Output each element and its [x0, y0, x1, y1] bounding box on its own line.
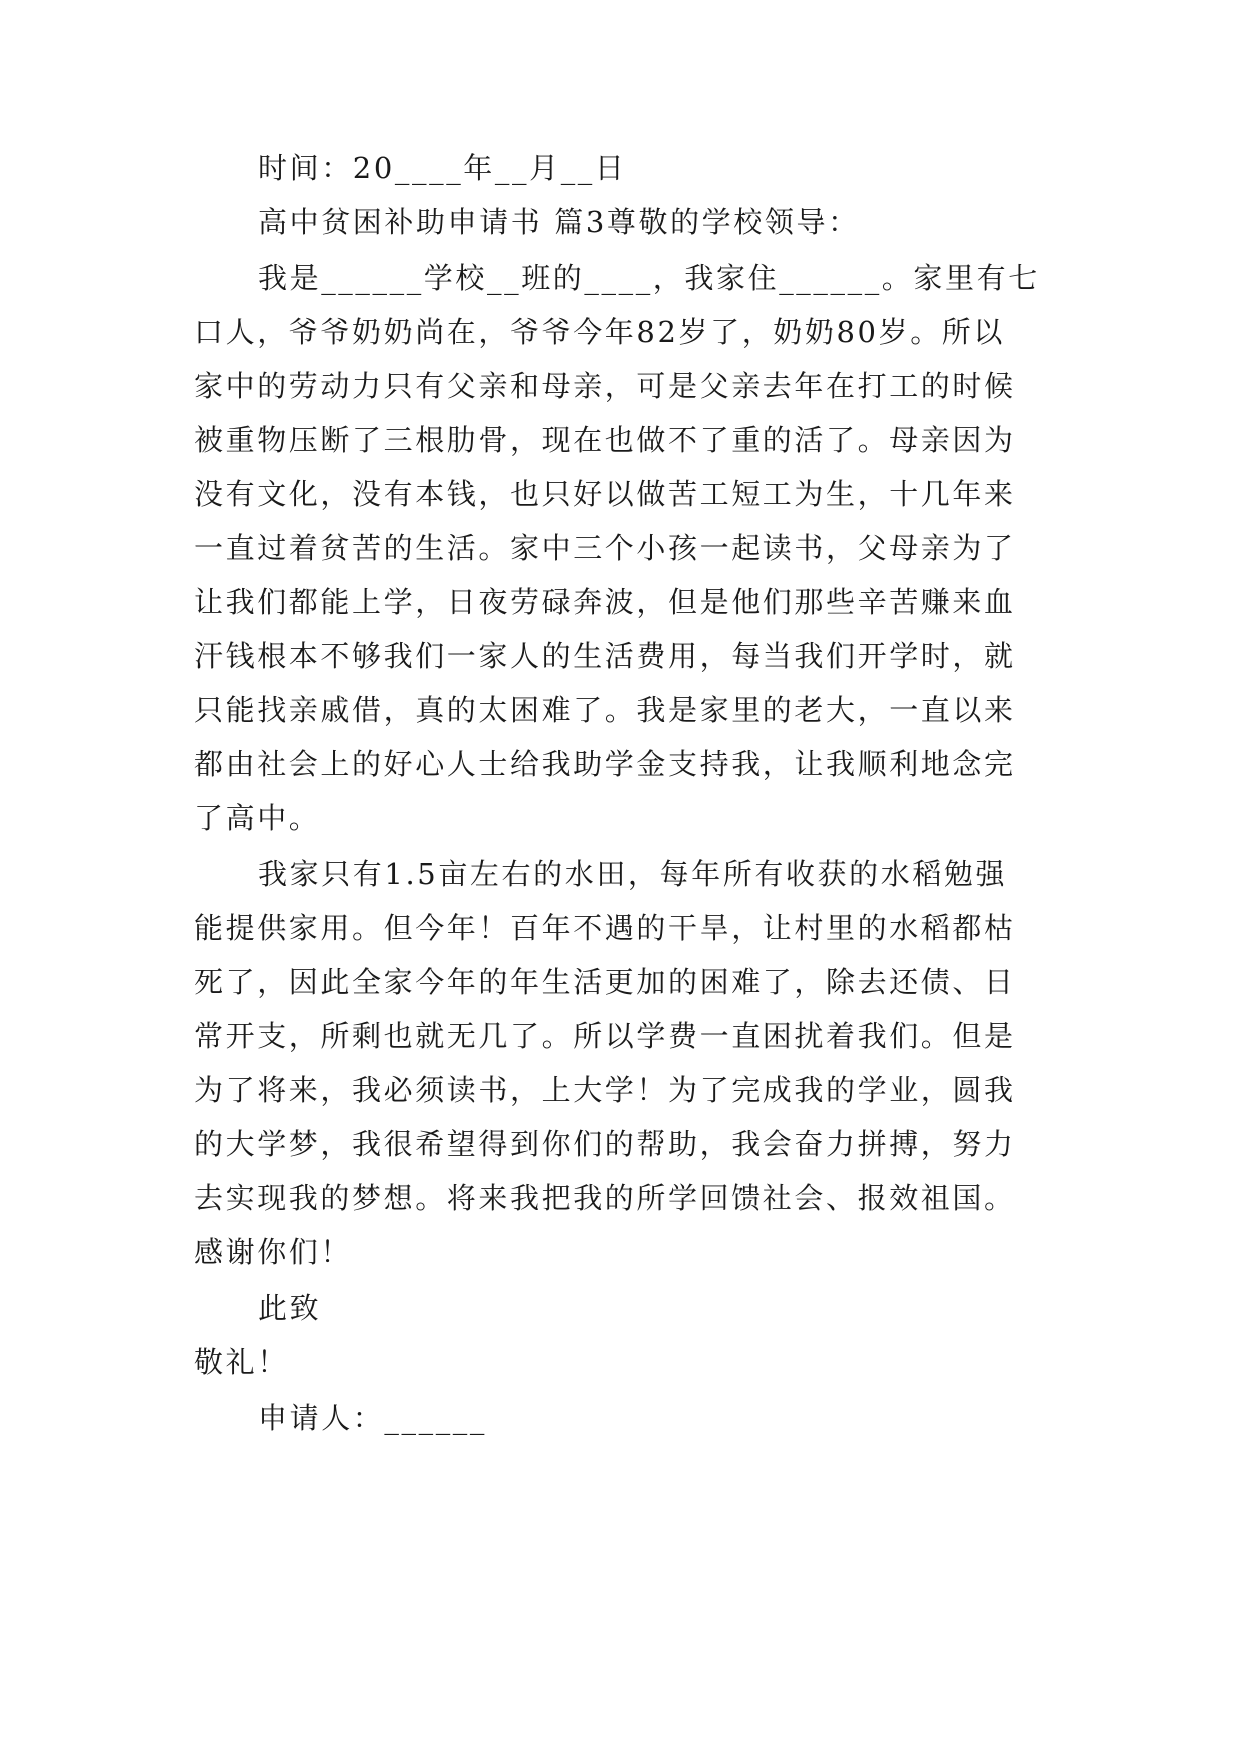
heading-line: 高中贫困补助申请书 篇3尊敬的学校领导：: [258, 205, 860, 239]
paragraph1-line: 了高中。: [194, 801, 321, 835]
paragraph1-line: 只能找亲戚借，真的太困难了。我是家里的老大，一直以来: [194, 693, 1016, 727]
paragraph1-line: 家中的劳动力只有父亲和母亲，可是父亲去年在打工的时候: [194, 369, 1016, 403]
paragraph1-line: 一直过着贫苦的生活。家中三个小孩一起读书，父母亲为了: [194, 531, 1016, 565]
closing-line: 此致: [258, 1291, 322, 1325]
date-line: 时间：20____年__月__日: [258, 151, 627, 185]
paragraph2-line: 去实现我的梦想。将来我把我的所学回馈社会、报效祖国。: [194, 1181, 1016, 1215]
paragraph1-line: 被重物压断了三根肋骨，现在也做不了重的活了。母亲因为: [194, 423, 1016, 457]
paragraph1-line: 让我们都能上学，日夜劳碌奔波，但是他们那些辛苦赚来血: [194, 585, 1016, 619]
paragraph2-line: 能提供家用。但今年！百年不遇的干旱，让村里的水稻都枯: [194, 911, 1016, 945]
paragraph1-line: 汗钱根本不够我们一家人的生活费用，每当我们开学时，就: [194, 639, 1016, 673]
paragraph2-line: 死了，因此全家今年的年生活更加的困难了，除去还债、日: [194, 965, 1016, 999]
paragraph1-line: 我是______学校__班的____，我家住______。家里有七: [258, 261, 1040, 295]
paragraph2-line: 的大学梦，我很希望得到你们的帮助，我会奋力拼搏，努力: [194, 1127, 1016, 1161]
paragraph1-line: 没有文化，没有本钱，也只好以做苦工短工为生，十几年来: [194, 477, 1016, 511]
paragraph1-line: 都由社会上的好心人士给我助学金支持我，让我顺利地念完: [194, 747, 1016, 781]
paragraph2-line: 为了将来，我必须读书，上大学！为了完成我的学业，圆我: [194, 1073, 1016, 1107]
salute-line: 敬礼！: [194, 1345, 289, 1379]
paragraph2-line: 我家只有1.5亩左右的水田，每年所有收获的水稻勉强: [258, 857, 1008, 891]
signature-line: 申请人：______: [258, 1401, 488, 1435]
paragraph2-line: 感谢你们！: [194, 1235, 353, 1269]
paragraph2-line: 常开支，所剩也就无几了。所以学费一直困扰着我们。但是: [194, 1019, 1016, 1053]
paragraph1-line: 口人，爷爷奶奶尚在，爷爷今年82岁了，奶奶80岁。所以: [194, 315, 1006, 349]
